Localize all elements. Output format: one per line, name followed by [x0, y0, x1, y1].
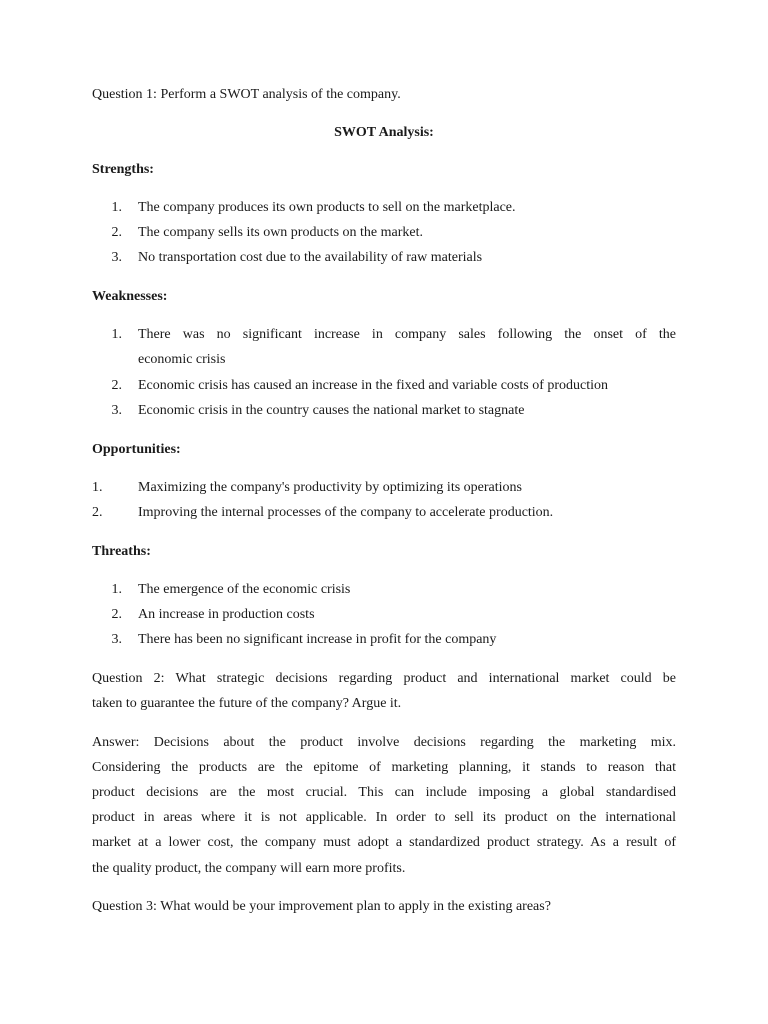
list-number: 2.: [111, 225, 122, 240]
list-text-continued: economic crisis: [138, 352, 226, 367]
list-number: 1.: [111, 327, 122, 342]
strengths-heading: Strengths:: [92, 162, 154, 177]
question-2-line: Question 2: What strategic decisions regarding product and international market could be: [92, 671, 676, 686]
swot-title: SWOT Analysis:: [334, 125, 434, 140]
question-3: Question 3: What would be your improvement plan to apply in the existing areas?: [92, 899, 551, 914]
question-2-line: taken to guarantee the future of the company? Argue it.: [92, 696, 402, 711]
threats-heading: Threaths:: [92, 544, 151, 559]
list-number: 2.: [111, 607, 122, 622]
answer-line: market at a lower cost, the company must adopt a standardized product strategy. As a result of: [92, 835, 676, 850]
list-text: There was no significant increase in company sales following the onset of the: [138, 327, 676, 342]
list-text: Improving the internal processes of the company to accelerate production.: [138, 505, 554, 520]
list-text: There has been no significant increase in profit for the company: [138, 632, 497, 647]
list-number: 1.: [92, 480, 103, 495]
question-1: Question 1: Perform a SWOT analysis of the company.: [92, 87, 401, 102]
weaknesses-heading: Weaknesses:: [92, 289, 168, 304]
answer-line: Considering the products are the epitome of marketing planning, it stands to reason that: [92, 760, 676, 775]
list-text: Economic crisis in the country causes the national market to stagnate: [138, 403, 525, 418]
answer-line: product decisions are the most crucial. This can include imposing a global standardised: [92, 785, 676, 800]
list-text: The emergence of the economic crisis: [138, 582, 351, 597]
list-number: 1.: [111, 200, 122, 215]
list-text: Maximizing the company's productivity by optimizing its operations: [138, 480, 522, 495]
opportunities-heading: Opportunities:: [92, 442, 181, 457]
list-number: 2.: [111, 378, 122, 393]
document-page: [92, 0, 676, 1024]
answer-line: Answer: Decisions about the product involve decisions regarding the marketing mix.: [92, 735, 676, 750]
list-text: Economic crisis has caused an increase in the fixed and variable costs of production: [138, 378, 609, 393]
list-text: No transportation cost due to the availability of raw materials: [138, 250, 483, 265]
list-number: 3.: [111, 250, 122, 265]
answer-line: the quality product, the company will earn more profits.: [92, 861, 406, 876]
list-number: 3.: [111, 403, 122, 418]
list-text: The company sells its own products on the market.: [138, 225, 423, 240]
list-number: 2.: [92, 505, 103, 520]
list-text: The company produces its own products to sell on the marketplace.: [138, 200, 516, 215]
answer-line: product in areas where it is not applicable. In order to sell its product on the international: [92, 810, 676, 825]
list-text: An increase in production costs: [138, 607, 315, 622]
list-number: 3.: [111, 632, 122, 647]
list-number: 1.: [111, 582, 122, 597]
